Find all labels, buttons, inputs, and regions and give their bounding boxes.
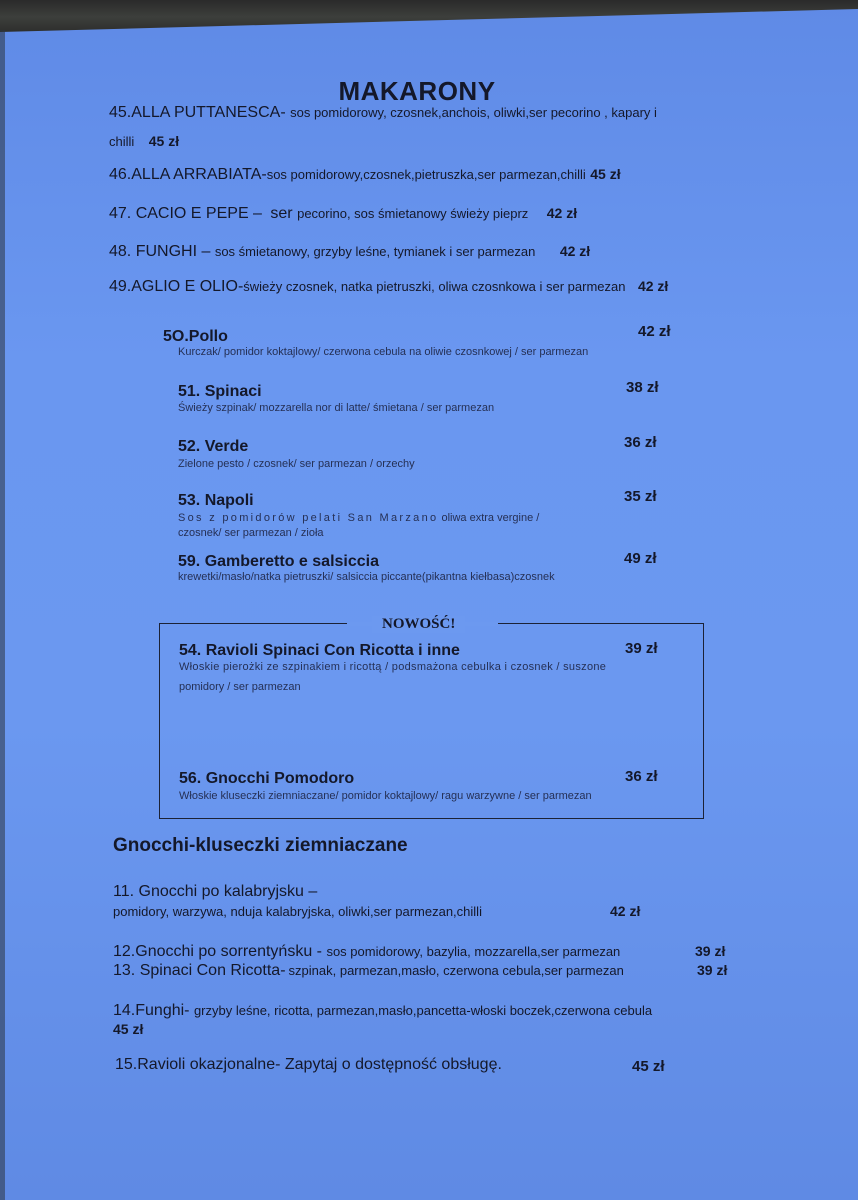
item-name: 48. FUNGHI – bbox=[109, 243, 211, 260]
item-desc: chilli bbox=[109, 134, 135, 149]
item-name: 46.ALLA ARRABIATA- bbox=[109, 166, 267, 183]
paper-edge-shadow bbox=[0, 30, 5, 1200]
table-surface bbox=[0, 0, 858, 34]
item-desc-lead: ser bbox=[270, 205, 293, 222]
new-item-56-price: 36 zł bbox=[625, 768, 658, 785]
special-item-50-price: 42 zł bbox=[638, 323, 671, 340]
item-desc: sos pomidorowy, czosnek,anchois, oliwki,ser pecorino , kapary i bbox=[290, 105, 657, 120]
new-item-54-name: 54. Ravioli Spinaci Con Ricotta i inne bbox=[179, 642, 460, 659]
gnocchi-item-15-name: 15.Ravioli okazjonalne- Zapytaj o dostępność obsługę. bbox=[115, 1056, 502, 1073]
item-price: 45 zł bbox=[590, 166, 621, 182]
special-item-53-price: 35 zł bbox=[624, 488, 657, 505]
special-item-51-price: 38 zł bbox=[626, 379, 659, 396]
new-item-54-desc2: pomidory / ser parmezan bbox=[179, 681, 301, 693]
item-desc: grzyby leśne, ricotta, parmezan,masło,pancetta-włoski boczek,czerwona cebula bbox=[193, 1003, 653, 1018]
special-item-53-name: 53. Napoli bbox=[178, 492, 254, 509]
special-item-51-desc: Świeży szpinak/ mozzarella nor di latte/ śmietana / ser parmezan bbox=[178, 402, 495, 414]
menu-item-49 bbox=[109, 278, 668, 296]
item-price: 42 zł bbox=[546, 205, 578, 221]
item-desc: sos pomidorowy,czosnek,pietruszka,ser parmezan,chilli bbox=[266, 167, 586, 182]
gnocchi-item-15-price: 45 zł bbox=[632, 1058, 665, 1075]
item-name: 49.AGLIO E OLIO- bbox=[109, 278, 244, 295]
item-desc: świeży czosnek, natka pietruszki, oliwa czosnkowa i ser parmezan bbox=[243, 279, 626, 294]
gnocchi-item-11-name: 11. Gnocchi po kalabryjsku – bbox=[113, 883, 318, 900]
gnocchi-item-14 bbox=[113, 1002, 652, 1020]
special-item-50-desc: Kurczak/ pomidor koktajlowy/ czerwona cebula na oliwie czosnkowej / ser parmezan bbox=[178, 346, 589, 358]
special-item-50-name: 5O.Pollo bbox=[163, 328, 228, 345]
menu-item-45 bbox=[109, 104, 657, 122]
new-item-54-desc: Włoskie pierożki ze szpinakiem i ricottą / podsmażona cebulka i czosnek / suszone bbox=[179, 661, 607, 673]
item-desc: pecorino, sos śmietanowy świeży pieprz bbox=[297, 206, 529, 221]
item-name: 45.ALLA PUTTANESCA- bbox=[109, 104, 286, 121]
section-heading-gnocchi: Gnocchi-kluseczki ziemniaczane bbox=[113, 835, 408, 856]
gnocchi-item-12 bbox=[113, 943, 620, 961]
item-desc: sos śmietanowy, grzyby leśne, tymianek i ser parmezan bbox=[214, 244, 536, 259]
menu-item-45-cont bbox=[109, 133, 179, 151]
special-item-53-desc bbox=[178, 512, 539, 524]
special-item-52-desc: Zielone pesto / czosnek/ ser parmezan / orzechy bbox=[178, 458, 415, 470]
special-item-59-name: 59. Gamberetto e salsiccia bbox=[178, 553, 379, 570]
special-item-52-name: 52. Verde bbox=[178, 438, 249, 455]
new-item-56-desc: Włoskie kluseczki ziemniaczane/ pomidor koktajlowy/ ragu warzywne / ser parmezan bbox=[179, 790, 592, 802]
item-name: 47. CACIO E PEPE – bbox=[109, 205, 262, 222]
item-name: 12.Gnocchi po sorrentyńsku - bbox=[113, 943, 322, 960]
item-desc: oliwa extra vergine / bbox=[441, 512, 540, 524]
gnocchi-item-13-price: 39 zł bbox=[697, 962, 728, 978]
special-item-53-desc2: czosnek/ ser parmezan / zioła bbox=[178, 527, 324, 539]
item-name: 13. Spinaci Con Ricotta- bbox=[113, 962, 286, 979]
gnocchi-item-14-price: 45 zł bbox=[113, 1021, 144, 1037]
item-price: 42 zł bbox=[559, 243, 591, 259]
menu-item-46 bbox=[109, 166, 621, 184]
item-name: 14.Funghi- bbox=[113, 1002, 190, 1019]
page-title: MAKARONY bbox=[338, 76, 496, 106]
item-price: 45 zł bbox=[148, 133, 180, 149]
special-item-59-desc: krewetki/masło/natka pietruszki/ salsiccia piccante(pikantna kiełbasa)czosnek bbox=[178, 571, 555, 583]
gnocchi-item-13 bbox=[113, 962, 624, 980]
item-desc: sos pomidorowy, bazylia, mozzarella,ser parmezan bbox=[326, 944, 621, 959]
special-item-52-price: 36 zł bbox=[624, 434, 657, 451]
item-desc: szpinak, parmezan,masło, czerwona cebula,ser parmezan bbox=[288, 963, 624, 978]
item-price: 42 zł bbox=[637, 278, 669, 294]
menu-item-48 bbox=[109, 243, 590, 261]
new-badge: NOWOŚĆ! bbox=[372, 616, 465, 633]
gnocchi-item-11-desc: pomidory, warzywa, nduja kalabryjska, oliwki,ser parmezan,chilli bbox=[113, 904, 482, 919]
gnocchi-item-11-price: 42 zł bbox=[610, 903, 641, 919]
menu-item-47 bbox=[109, 205, 577, 223]
gnocchi-item-12-price: 39 zł bbox=[695, 943, 726, 959]
item-desc-spaced: Sos z pomidorów pelati San Marzano bbox=[178, 512, 439, 524]
new-item-54-price: 39 zł bbox=[625, 640, 658, 657]
new-item-56-name: 56. Gnocchi Pomodoro bbox=[179, 770, 355, 787]
special-item-51-name: 51. Spinaci bbox=[178, 383, 262, 400]
special-item-59-price: 49 zł bbox=[624, 550, 657, 567]
